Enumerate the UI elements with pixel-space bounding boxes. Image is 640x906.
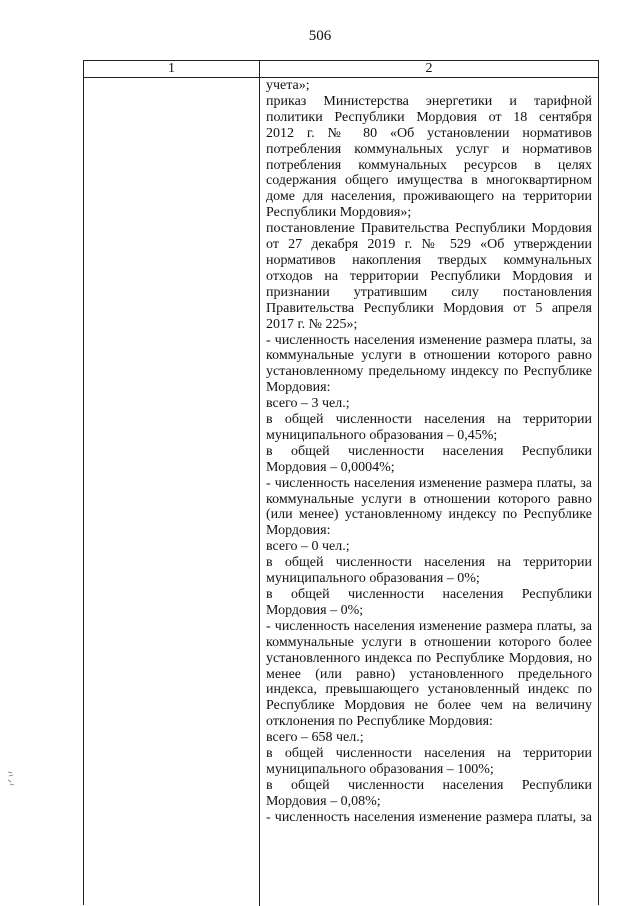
text-line: признании утратившим силу постановления: [266, 284, 592, 300]
text-line: Республики Мордовия»;: [266, 205, 412, 221]
column-2-header: 2: [425, 61, 433, 76]
text-line: менее (или равно) установленного предельного: [266, 666, 592, 682]
text-line: отклонения по Республике Мордовия:: [266, 714, 493, 730]
text-line: учета»;: [266, 78, 310, 93]
text-line: муниципального образования – 0%;: [266, 571, 480, 587]
text-line: Республике Мордовия не более чем на величину: [266, 698, 592, 714]
margin-scribble-mark: [6, 770, 16, 788]
text-line: постановление Правительства Республики Мордовия: [266, 221, 592, 237]
page-number: 506: [308, 28, 332, 44]
text-line: Мордовия – 0,08%;: [266, 793, 381, 809]
text-line: политики Республики Мордовия от 18 сентября: [266, 109, 592, 125]
text-line: муниципального образования – 0,45%;: [266, 427, 498, 443]
text-line: всего – 3 чел.;: [266, 396, 350, 412]
text-line: коммунальные услуги в отношении которого более: [266, 634, 592, 650]
text-line: потребления коммунальных услуг и нормативов: [266, 141, 592, 157]
text-line: 2017 г. № 225»;: [266, 316, 358, 332]
text-line: 2012 г. № 80 «Об установлении нормативов: [266, 125, 592, 141]
text-line: потребления коммунальных ресурсов в целях: [266, 157, 592, 173]
text-line: коммунальные услуги в отношении которого равно: [266, 491, 592, 507]
text-line: в общей численности населения Республики: [266, 587, 592, 602]
column-2-content: [266, 78, 592, 826]
text-line: нормативов накопления твердых коммунальных: [266, 252, 592, 268]
text-line: Правительства Республики Мордовия от 5 апреля: [266, 300, 592, 316]
text-line: (или менее) установленному индексу по Республике: [266, 507, 592, 523]
text-line: всего – 658 чел.;: [266, 730, 364, 746]
text-line: всего – 0 чел.;: [266, 539, 350, 555]
text-line: установленному предельному индексу по Республике: [266, 364, 592, 380]
text-line: в общей численности населения Республики: [266, 777, 592, 793]
text-line: в общей численности населения на территории: [266, 555, 592, 571]
text-line: Мордовия:: [266, 523, 331, 539]
text-line: Мордовия – 0%;: [266, 602, 364, 618]
text-line: в общей численности населения на территории: [266, 746, 592, 762]
text-line: установленного индекса по Республике Мордовия, но: [266, 650, 592, 666]
text-line: в общей численности населения Республики: [266, 443, 592, 459]
text-line: приказ Министерства энергетики и тарифной: [266, 93, 592, 109]
text-line: - численность населения изменение размера платы, за: [266, 618, 592, 634]
text-line: - численность населения изменение размера платы, за: [266, 809, 592, 825]
text-line: доме для населения, проживающего на территории: [266, 189, 592, 205]
text-line: - численность населения изменение размера платы, за: [266, 332, 592, 348]
text-line: отходов на территории Республики Мордовия и: [266, 268, 592, 284]
text-line: содержания общего имущества в многоквартирном: [266, 173, 592, 189]
text-line: коммунальные услуги в отношении которого равно: [266, 348, 592, 364]
text-line: в общей численности населения на территории: [266, 412, 592, 428]
table-header-row: [84, 61, 598, 78]
text-line: индекса, превышающего установленный индекс по: [266, 682, 592, 698]
text-line: муниципального образования – 100%;: [266, 761, 494, 777]
column-divider: [259, 61, 260, 906]
text-line: - численность населения изменение размера платы, за: [266, 475, 592, 491]
text-line: Мордовия:: [266, 380, 331, 396]
text-line: Мордовия – 0,0004%;: [266, 459, 395, 475]
text-line: от 27 декабря 2019 г. № 529 «Об утверждении: [266, 237, 592, 253]
column-1-header: 1: [168, 61, 175, 76]
document-table: [83, 60, 599, 905]
